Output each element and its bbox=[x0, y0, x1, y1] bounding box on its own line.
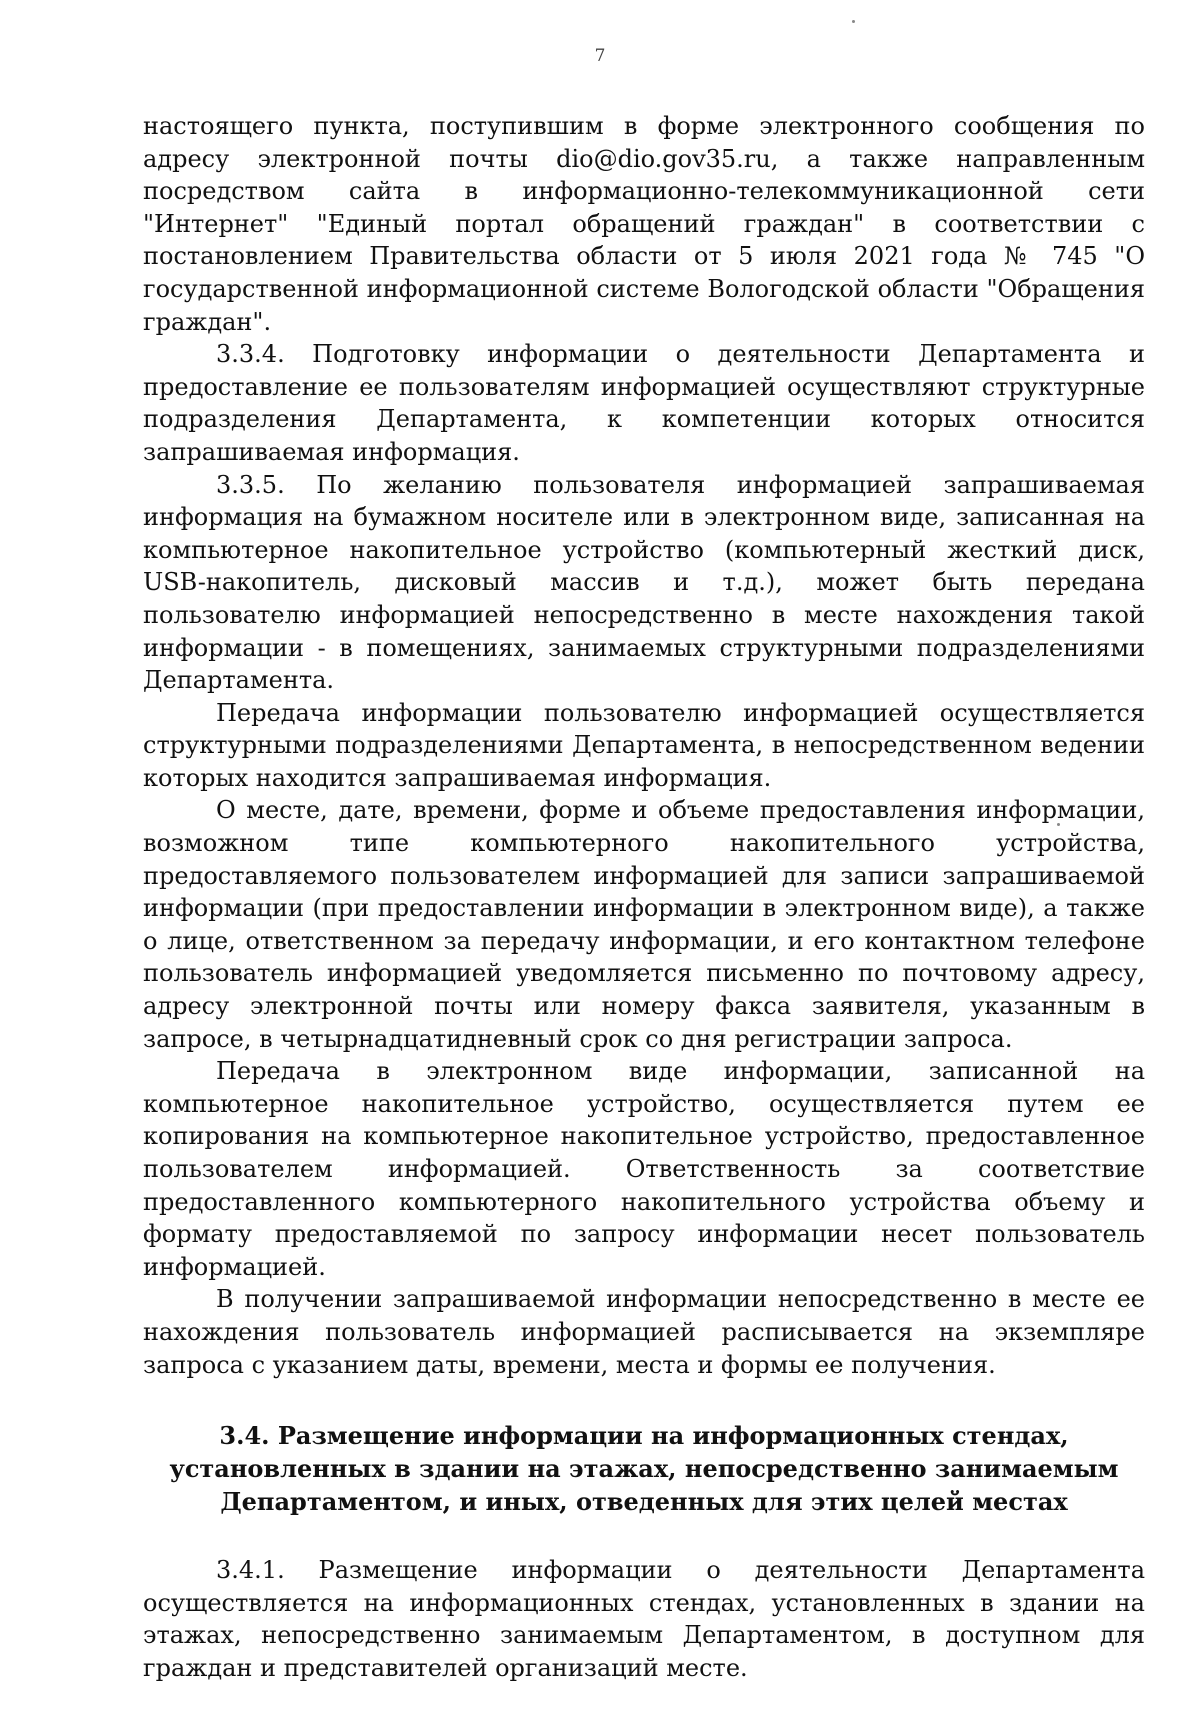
paragraph-transfer: Передача информации пользователю информацией осуществляется структурными подразделениями Департамента, в непосредственном ведении которых находится запрашиваемая информация. bbox=[143, 698, 1145, 792]
section-heading-3-4 bbox=[143, 1419, 1145, 1518]
paragraph-receipt: В получении запрашиваемой информации непосредственно в месте ее нахождения пользователь информацией расписывается на экземпляре запроса с указанием даты, времени, места и формы ее получения. bbox=[143, 1285, 1145, 1379]
paragraph-notification: О месте, дате, времени, форме и объеме предоставления информации, возможном типе компьютерного накопительного устройства, предоставляемого пользователем информацией для записи запрашиваемой информации (при предоставлении информации в электронном виде), а также о лице, ответственном за передачу информации, и его контактном телефоне пользователь информацией уведомляется письменно по почтовому адресу, адресу электронной почты или номеру факса заявителя, указанным в запросе, в четырнадцатидневный срок со дня регистрации запроса. bbox=[143, 796, 1145, 1053]
page-number: 7 bbox=[594, 46, 606, 66]
scan-speck bbox=[852, 20, 855, 23]
paragraph-electronic-transfer: Передача в электронном виде информации, записанной на компьютерное накопительное устройство, осуществляется путем ее копирования на компьютерное накопительное устройство, предоставленное пользователем информацией. Ответственность за соответствие предоставленного компьютерного накопительного устройства объему и формату предоставляемой по запросу информации несет пользователь информацией. bbox=[143, 1057, 1145, 1281]
paragraph-3-3-5: 3.3.5. По желанию пользователя информацией запрашиваемая информация на бумажном носителе или в электронном виде, записанная на компьютерное накопительное устройство (компьютерный жесткий диск, USB-накопитель, дисковый массив и т.д.), может быть передана пользователю информацией непосредственно в месте нахождения такой информации - в помещениях, занимаемых структурными подразделениями Департамента. bbox=[143, 470, 1145, 695]
paragraph-continuation: настоящего пункта, поступившим в форме электронного сообщения по адресу электронной почты dio@dio.gov35.ru, а также направленным посредством сайта в информационно-телекоммуникационной сети "Интернет" "Единый портал обращений граждан" в соответствии с постановлением Правительства области от 5 июля 2021 года № 745 "О государственной информационной системе Вологодской области "Обращения граждан". bbox=[143, 112, 1145, 336]
document-body bbox=[143, 110, 1145, 1685]
section-heading-line: 3.4. Размещение информации на информационных стендах, bbox=[219, 1421, 1069, 1451]
section-heading-line: Департаментом, и иных, отведенных для этих целей местах bbox=[220, 1487, 1068, 1517]
section-heading-line: установленных в здании на этажах, непосредственно занимаемым bbox=[169, 1454, 1119, 1484]
paragraph-3-4-1: 3.4.1. Размещение информации о деятельности Департамента осуществляется на информационных стендах, установленных в здании на этажах, непосредственно занимаемым Департаментом, в доступном для граждан и представителей организаций месте. bbox=[143, 1556, 1145, 1682]
paragraph-3-3-4: 3.3.4. Подготовку информации о деятельности Департамента и предоставление ее пользователям информацией осуществляют структурные подразделения Департамента, к компетенции которых относится запрашиваемая информация. bbox=[143, 340, 1145, 466]
